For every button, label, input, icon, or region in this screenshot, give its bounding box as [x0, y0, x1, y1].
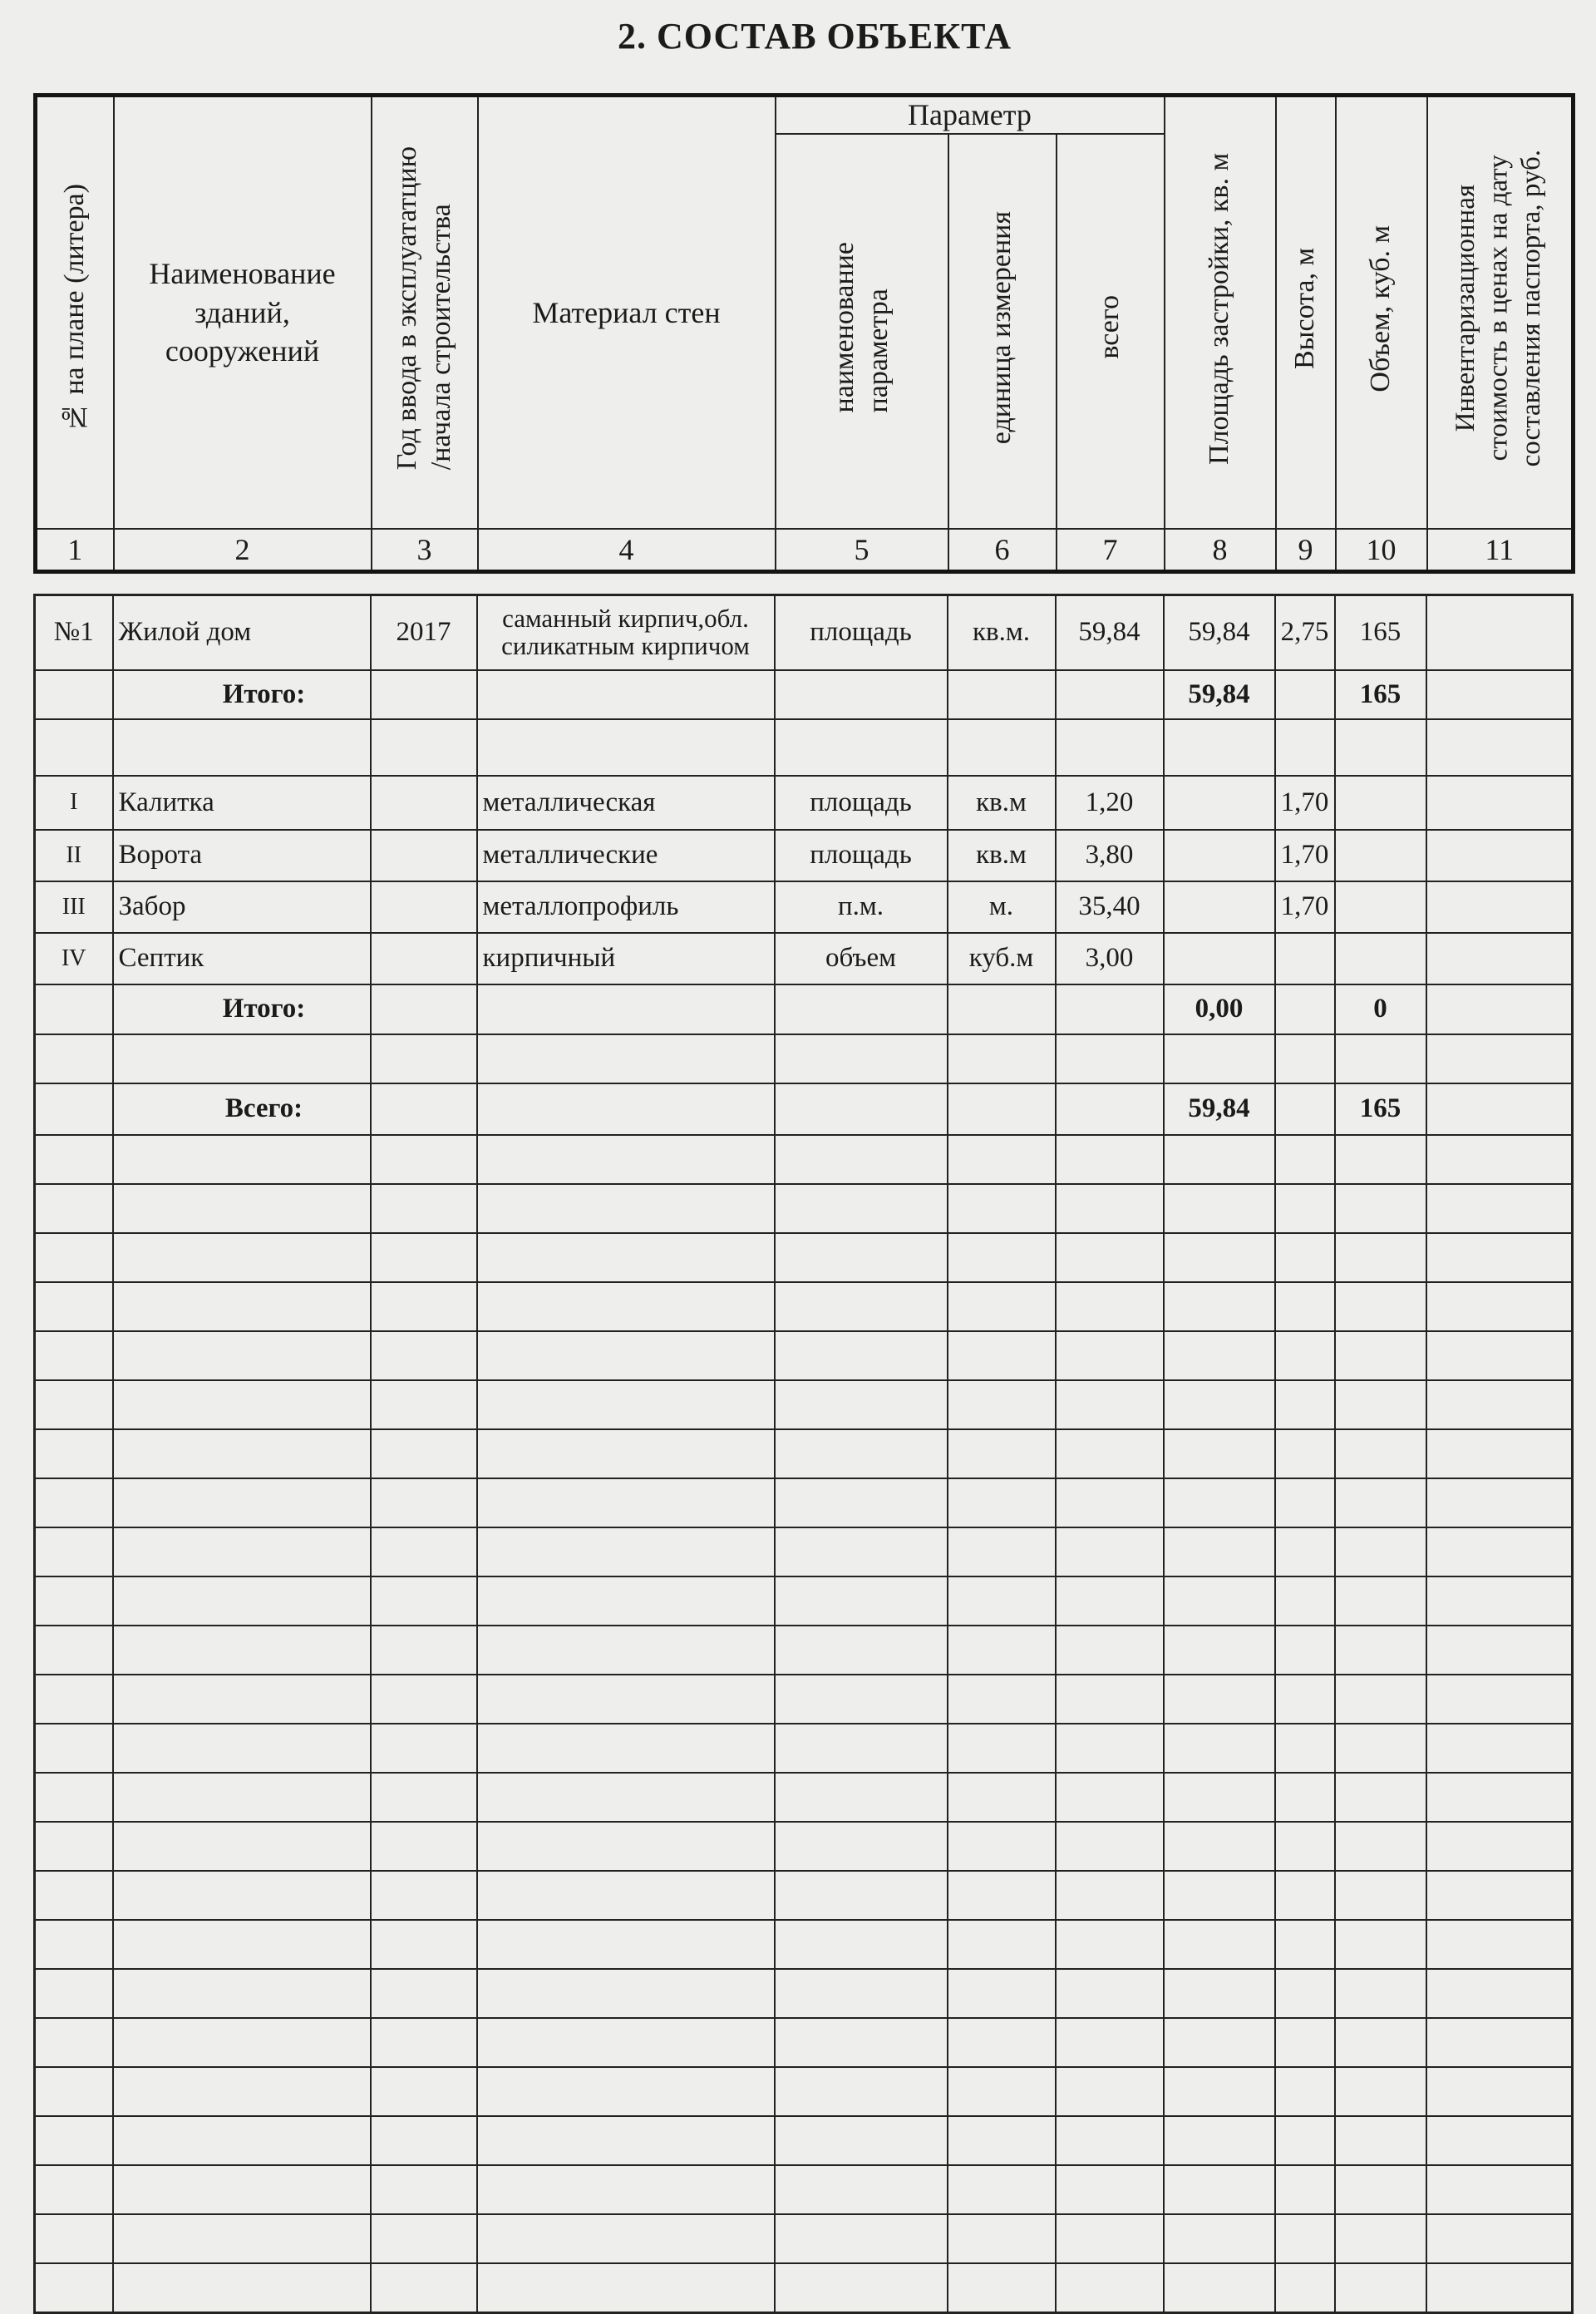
header-col-3: Год ввода в эксплуататцию /начала строительства	[372, 96, 478, 530]
row-param: площадь	[775, 830, 948, 881]
row-material: металлопрофиль	[477, 881, 775, 933]
row-litera: III	[35, 881, 113, 933]
itogo-label: Итого:	[113, 984, 371, 1034]
empty-row	[35, 1626, 1573, 1675]
vsego-volume: 165	[1335, 1083, 1426, 1135]
col-number: 9	[1276, 529, 1336, 572]
col-number: 11	[1427, 529, 1574, 572]
empty-row	[35, 1135, 1573, 1184]
empty-row	[35, 2018, 1573, 2067]
row-unit: куб.м	[948, 933, 1056, 984]
row-height: 1,70	[1275, 830, 1335, 881]
empty-row	[35, 1478, 1573, 1527]
row-total: 3,80	[1056, 830, 1164, 881]
empty-row	[35, 1920, 1573, 1969]
empty-row	[35, 1233, 1573, 1282]
row-name: Жилой дом	[113, 595, 371, 670]
row-litera: IV	[35, 933, 113, 984]
empty-row	[35, 2067, 1573, 2116]
empty-row	[35, 1429, 1573, 1478]
itogo-volume: 0	[1335, 984, 1426, 1034]
row-unit: кв.м.	[948, 595, 1056, 670]
row-unit: м.	[948, 881, 1056, 933]
empty-row	[35, 1380, 1573, 1429]
empty-row	[35, 1773, 1573, 1822]
row-param: объем	[775, 933, 948, 984]
vsego-label: Всего:	[113, 1083, 371, 1135]
empty-row	[35, 1331, 1573, 1380]
col-number: 3	[372, 529, 478, 572]
row-material: металлическая	[477, 776, 775, 830]
row-height: 1,70	[1275, 776, 1335, 830]
empty-row	[35, 1675, 1573, 1724]
itogo-area: 59,84	[1164, 670, 1275, 719]
row-material: металлические	[477, 830, 775, 881]
col-number: 10	[1336, 529, 1427, 572]
col-number: 6	[948, 529, 1057, 572]
col-number: 7	[1057, 529, 1165, 572]
col-number: 2	[114, 529, 372, 572]
header-col-4: Материал стен	[478, 96, 776, 530]
empty-row	[35, 1969, 1573, 2018]
row-unit: кв.м	[948, 776, 1056, 830]
empty-row	[35, 1871, 1573, 1920]
row-material: кирпичный	[477, 933, 775, 984]
itogo-area: 0,00	[1164, 984, 1275, 1034]
table-row	[35, 776, 1573, 830]
table-row	[35, 984, 1573, 1034]
row-name: Калитка	[113, 776, 371, 830]
row-litera: II	[35, 830, 113, 881]
col-number: 5	[776, 529, 948, 572]
empty-row	[35, 1282, 1573, 1331]
empty-row	[35, 1724, 1573, 1773]
blank-rows	[35, 1135, 1573, 2313]
header-col-1: № на плане (литера)	[36, 96, 114, 530]
row-name: Септик	[113, 933, 371, 984]
row-total: 59,84	[1056, 595, 1164, 670]
header-col-10: Объем, куб. м	[1336, 96, 1427, 530]
table-row	[35, 1083, 1573, 1135]
col-number: 8	[1165, 529, 1276, 572]
row-area: 59,84	[1164, 595, 1275, 670]
row-year: 2017	[371, 595, 477, 670]
vsego-area: 59,84	[1164, 1083, 1275, 1135]
header-col-8: Площадь застройки, кв. м	[1165, 96, 1276, 530]
itogo-label: Итого:	[113, 670, 371, 719]
table-row	[35, 719, 1573, 776]
empty-row	[35, 2263, 1573, 2313]
object-table	[33, 594, 1574, 2314]
row-unit: кв.м	[948, 830, 1056, 881]
table-row	[35, 670, 1573, 719]
table-row	[35, 881, 1573, 933]
row-height: 1,70	[1275, 881, 1335, 933]
header-col-7: всего	[1057, 134, 1165, 529]
row-total: 3,00	[1056, 933, 1164, 984]
row-total: 35,40	[1056, 881, 1164, 933]
row-material: саманный кирпич,обл. силикатным кирпичом	[477, 595, 775, 670]
row-litera: I	[35, 776, 113, 830]
row-name: Забор	[113, 881, 371, 933]
itogo-volume: 165	[1335, 670, 1426, 719]
col-number: 4	[478, 529, 776, 572]
empty-row	[35, 1822, 1573, 1871]
empty-row	[35, 1184, 1573, 1233]
row-name: Ворота	[113, 830, 371, 881]
row-volume: 165	[1335, 595, 1426, 670]
row-litera: №1	[35, 595, 113, 670]
table-row	[35, 1034, 1573, 1083]
table-row	[35, 933, 1573, 984]
empty-row	[35, 1527, 1573, 1576]
header-col-6: единица измерения	[948, 134, 1057, 529]
table-row	[35, 595, 1573, 670]
table-row	[35, 830, 1573, 881]
empty-row	[35, 2165, 1573, 2214]
row-height: 2,75	[1275, 595, 1335, 670]
row-param: п.м.	[775, 881, 948, 933]
empty-row	[35, 1576, 1573, 1626]
header-table	[33, 93, 1575, 574]
row-param: площадь	[775, 776, 948, 830]
col-number: 1	[36, 529, 114, 572]
row-total: 1,20	[1056, 776, 1164, 830]
empty-row	[35, 2214, 1573, 2263]
header-param: Параметр	[776, 96, 1165, 135]
header-col-2: Наименование зданий, сооружений	[114, 96, 372, 530]
header-col-9: Высота, м	[1276, 96, 1336, 530]
header-col-11: Инвентаризационная стоимость в ценах на дату составления паспорта, руб.	[1427, 96, 1574, 530]
header-col-5: наименование параметра	[776, 134, 948, 529]
row-param: площадь	[775, 595, 948, 670]
page-title: 2. СОСТАВ ОБЪЕКТА	[617, 16, 1012, 57]
